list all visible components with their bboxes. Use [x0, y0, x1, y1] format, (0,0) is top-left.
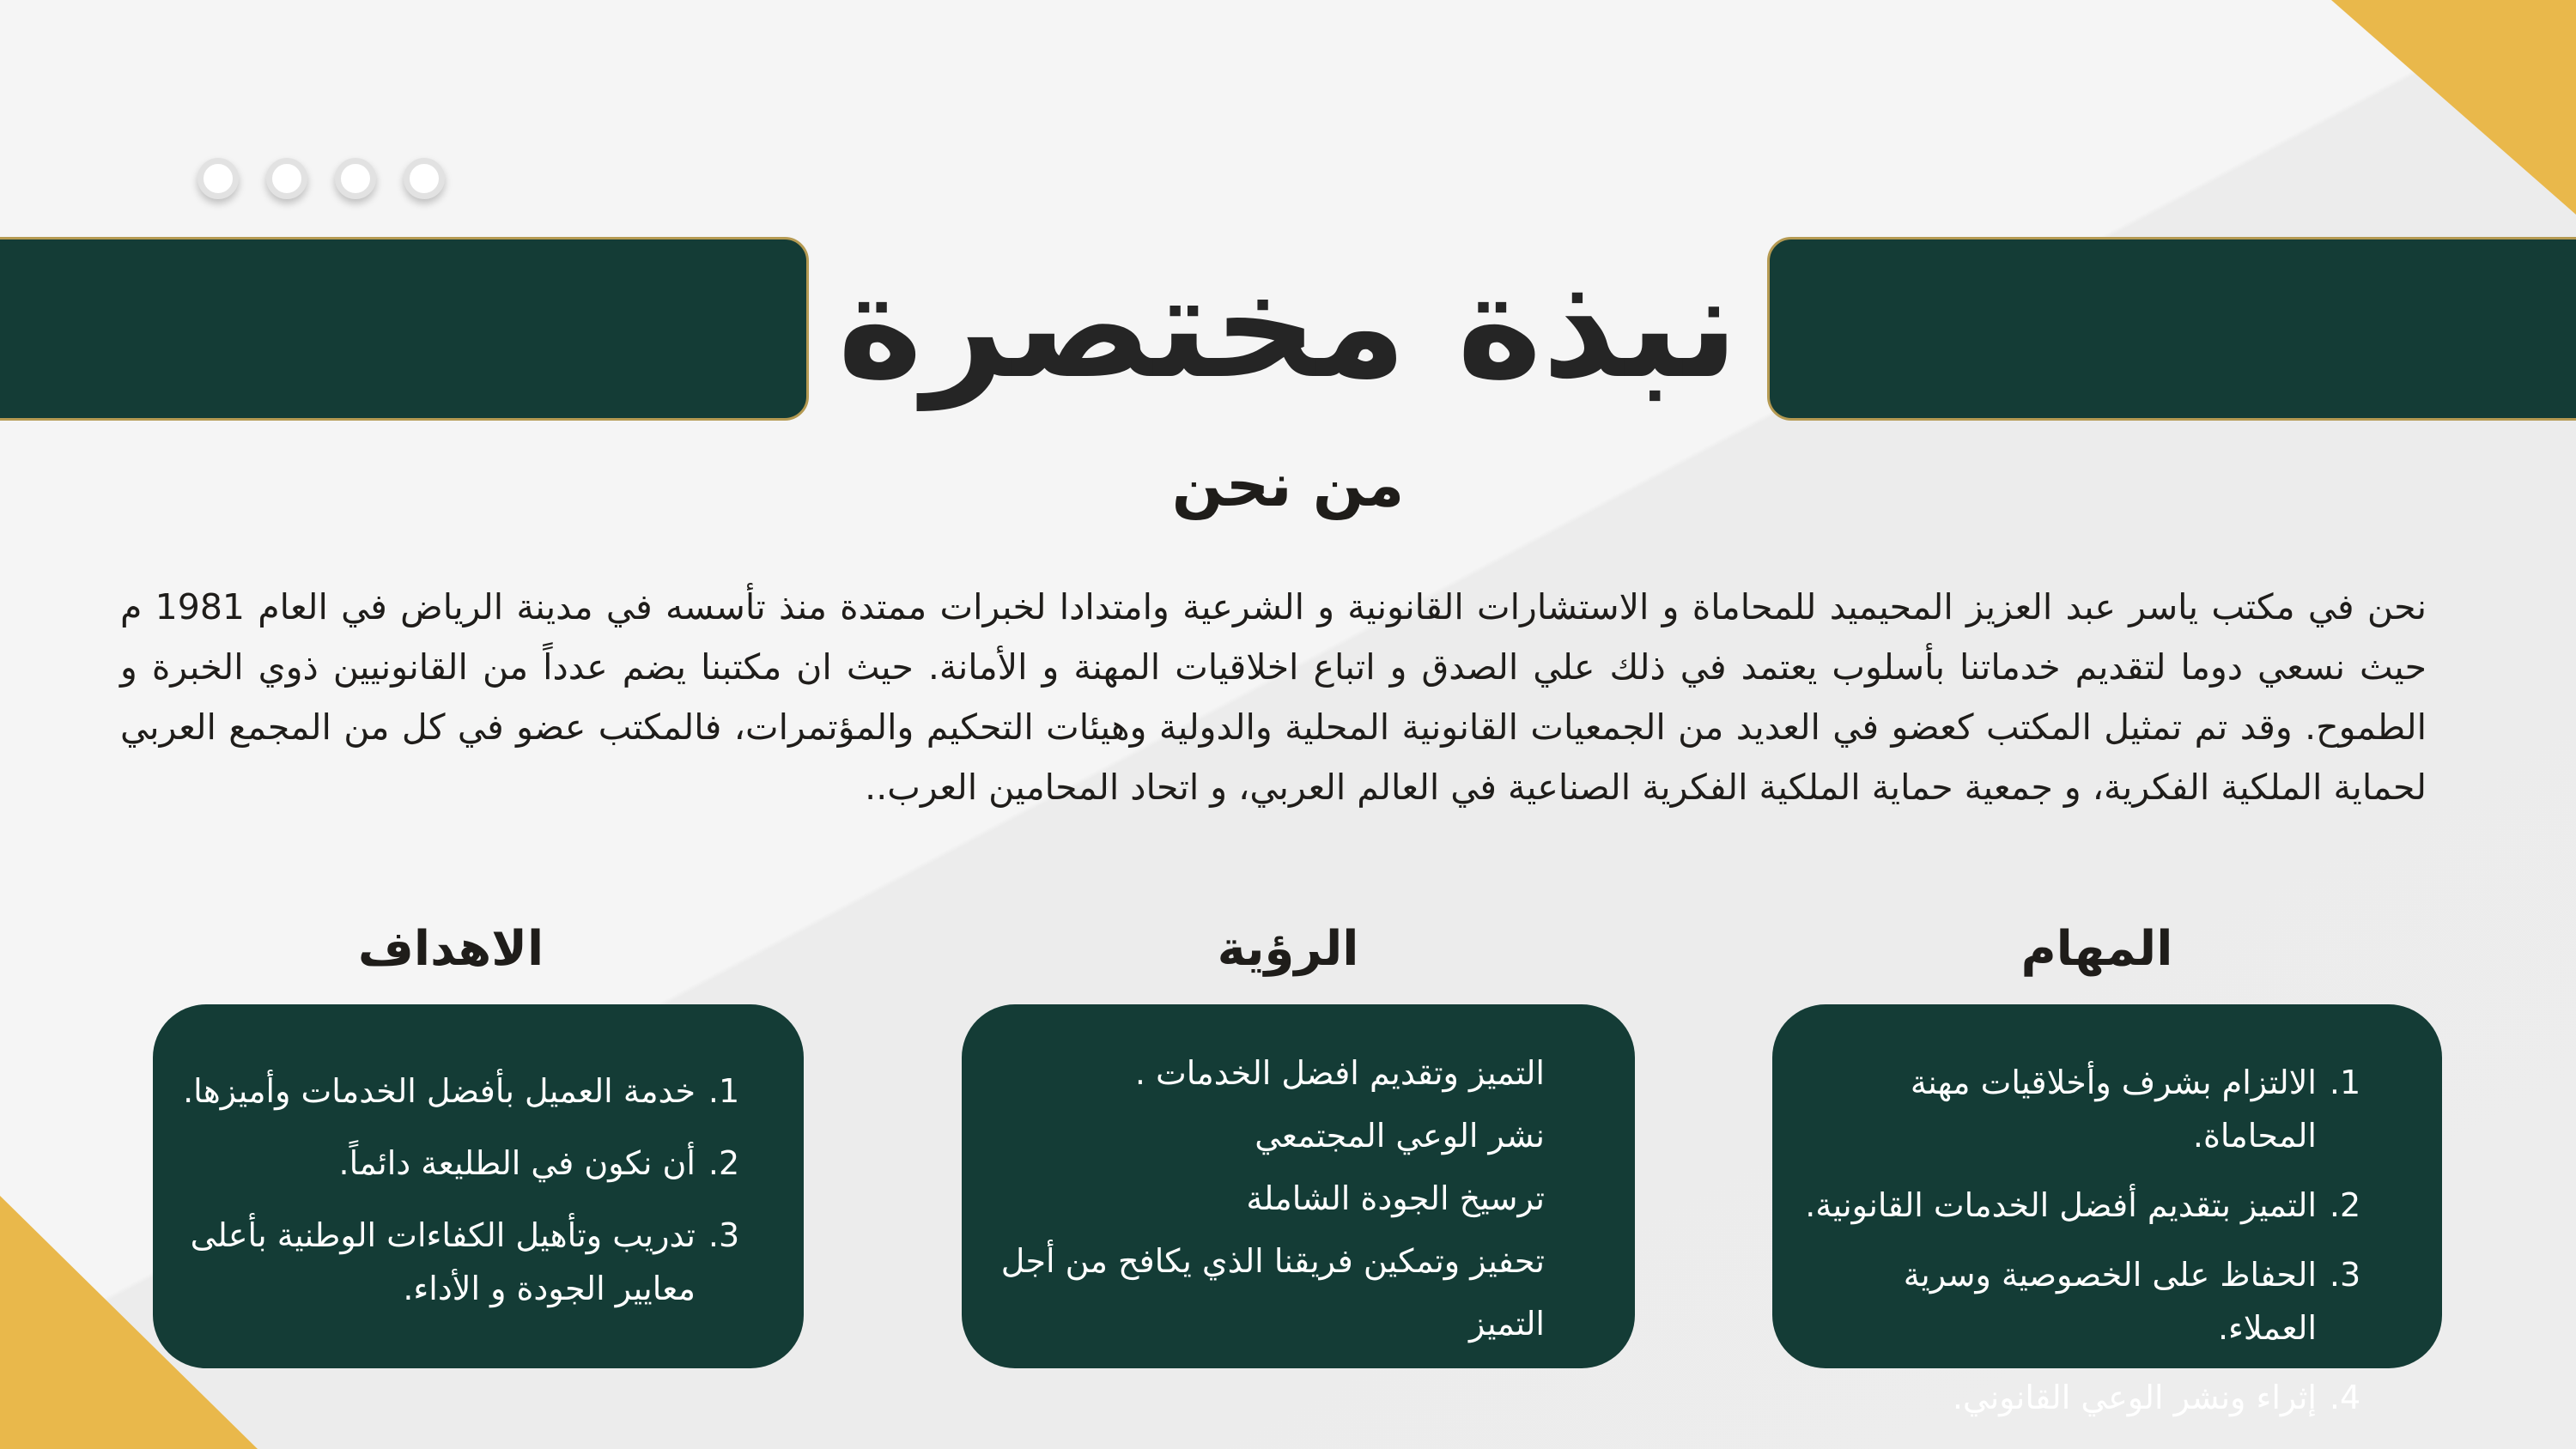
list-item-text: خدمة العميل بأفضل الخدمات وأميزها.: [183, 1072, 696, 1110]
list-item: [1798, 1179, 2373, 1232]
list-item-number: 3.: [708, 1216, 740, 1254]
list-item: [173, 1209, 752, 1315]
list-item: [1798, 1056, 2373, 1162]
list-item-number: 1.: [2329, 1064, 2361, 1101]
list-item-number: 2.: [708, 1144, 740, 1182]
list-item-text: التميز بتقديم أفضل الخدمات القانونية.: [1805, 1186, 2317, 1224]
vision-card: [962, 1004, 1635, 1368]
list-item: ترسيخ الجودة الشاملة: [1246, 1179, 1545, 1217]
list-item-text: أن نكون في الطليعة دائماً.: [338, 1144, 696, 1182]
title-bar-right: [1767, 237, 2576, 421]
missions-heading: المهام: [2020, 921, 2173, 977]
intro-paragraph: نحن في مكتب ياسر عبد العزيز المحيميد للمحاماة و الاستشارات القانونية و الشرعية وامتدادا لخبرات ممتدة منذ تأسسه في مدينة الرياض في العام 1981 م حيث نسعي دوما لتقديم خدماتنا بأسلوب يعتمد في ذلك علي الصدق و اتباع اخلاقيات المهنة و الأمانة. حيث ان مكتبنا يضم عدداً من القانونيين ذوي الخبرة و الطموح. وقد تم تمثيل المكتب كعضو في العديد من الجمعيات القانونية المحلية والدولية وهيئات التحكيم والمؤتمرات، فالمكتب عضو في كل من المجمع العربي لحماية الملكية الفكرية، و جمعية حماية الملكية الفكرية الصناعية في العالم العربي، و اتحاد المحامين العرب..: [120, 586, 2427, 808]
dot-icon: [404, 158, 445, 199]
vision-heading: الرؤية: [1217, 921, 1359, 977]
list-item: [1798, 1371, 2373, 1424]
list-item-text: الالتزام بشرف وأخلاقيات مهنة المحاماة.: [1910, 1064, 2317, 1155]
list-item-number: 3.: [2329, 1256, 2361, 1294]
list-item: التميز وتقديم افضل الخدمات .: [1134, 1054, 1545, 1092]
missions-card: [1772, 1004, 2442, 1416]
decorative-dots: [197, 158, 445, 199]
list-item-text: إثراء ونشر الوعي القانوني.: [1952, 1379, 2317, 1416]
list-item: [173, 1064, 752, 1118]
dot-icon: [335, 158, 376, 199]
list-item-number: 1.: [708, 1072, 740, 1110]
list-item-text: تدريب وتأهيل الكفاءات الوطنية بأعلى معايير الجودة و الأداء.: [190, 1216, 696, 1307]
dot-icon: [197, 158, 239, 199]
list-item: [173, 1137, 752, 1190]
list-item-number: 4.: [2329, 1379, 2361, 1416]
goals-list: [173, 1064, 752, 1315]
list-item-number: 2.: [2329, 1186, 2361, 1224]
list-item-text: الحفاظ على الخصوصية وسرية العملاء.: [1903, 1256, 2317, 1347]
missions-list: [1798, 1056, 2373, 1424]
goals-card: [153, 1004, 804, 1368]
page-title: نبذة مختصرة: [837, 242, 1739, 410]
list-item: نشر الوعي المجتمعي: [1255, 1117, 1545, 1155]
page-subtitle: من نحن: [1171, 450, 1405, 520]
dot-icon: [266, 158, 307, 199]
vision-list: [996, 1042, 1545, 1355]
list-item: تحفيز وتمكين فريقنا الذي يكافح من أجل التميز: [1000, 1242, 1545, 1343]
title-bar-left: [0, 237, 809, 421]
list-item: [1798, 1248, 2373, 1355]
corner-decoration-top-right: [2331, 0, 2576, 215]
goals-heading: الاهداف: [357, 921, 544, 977]
